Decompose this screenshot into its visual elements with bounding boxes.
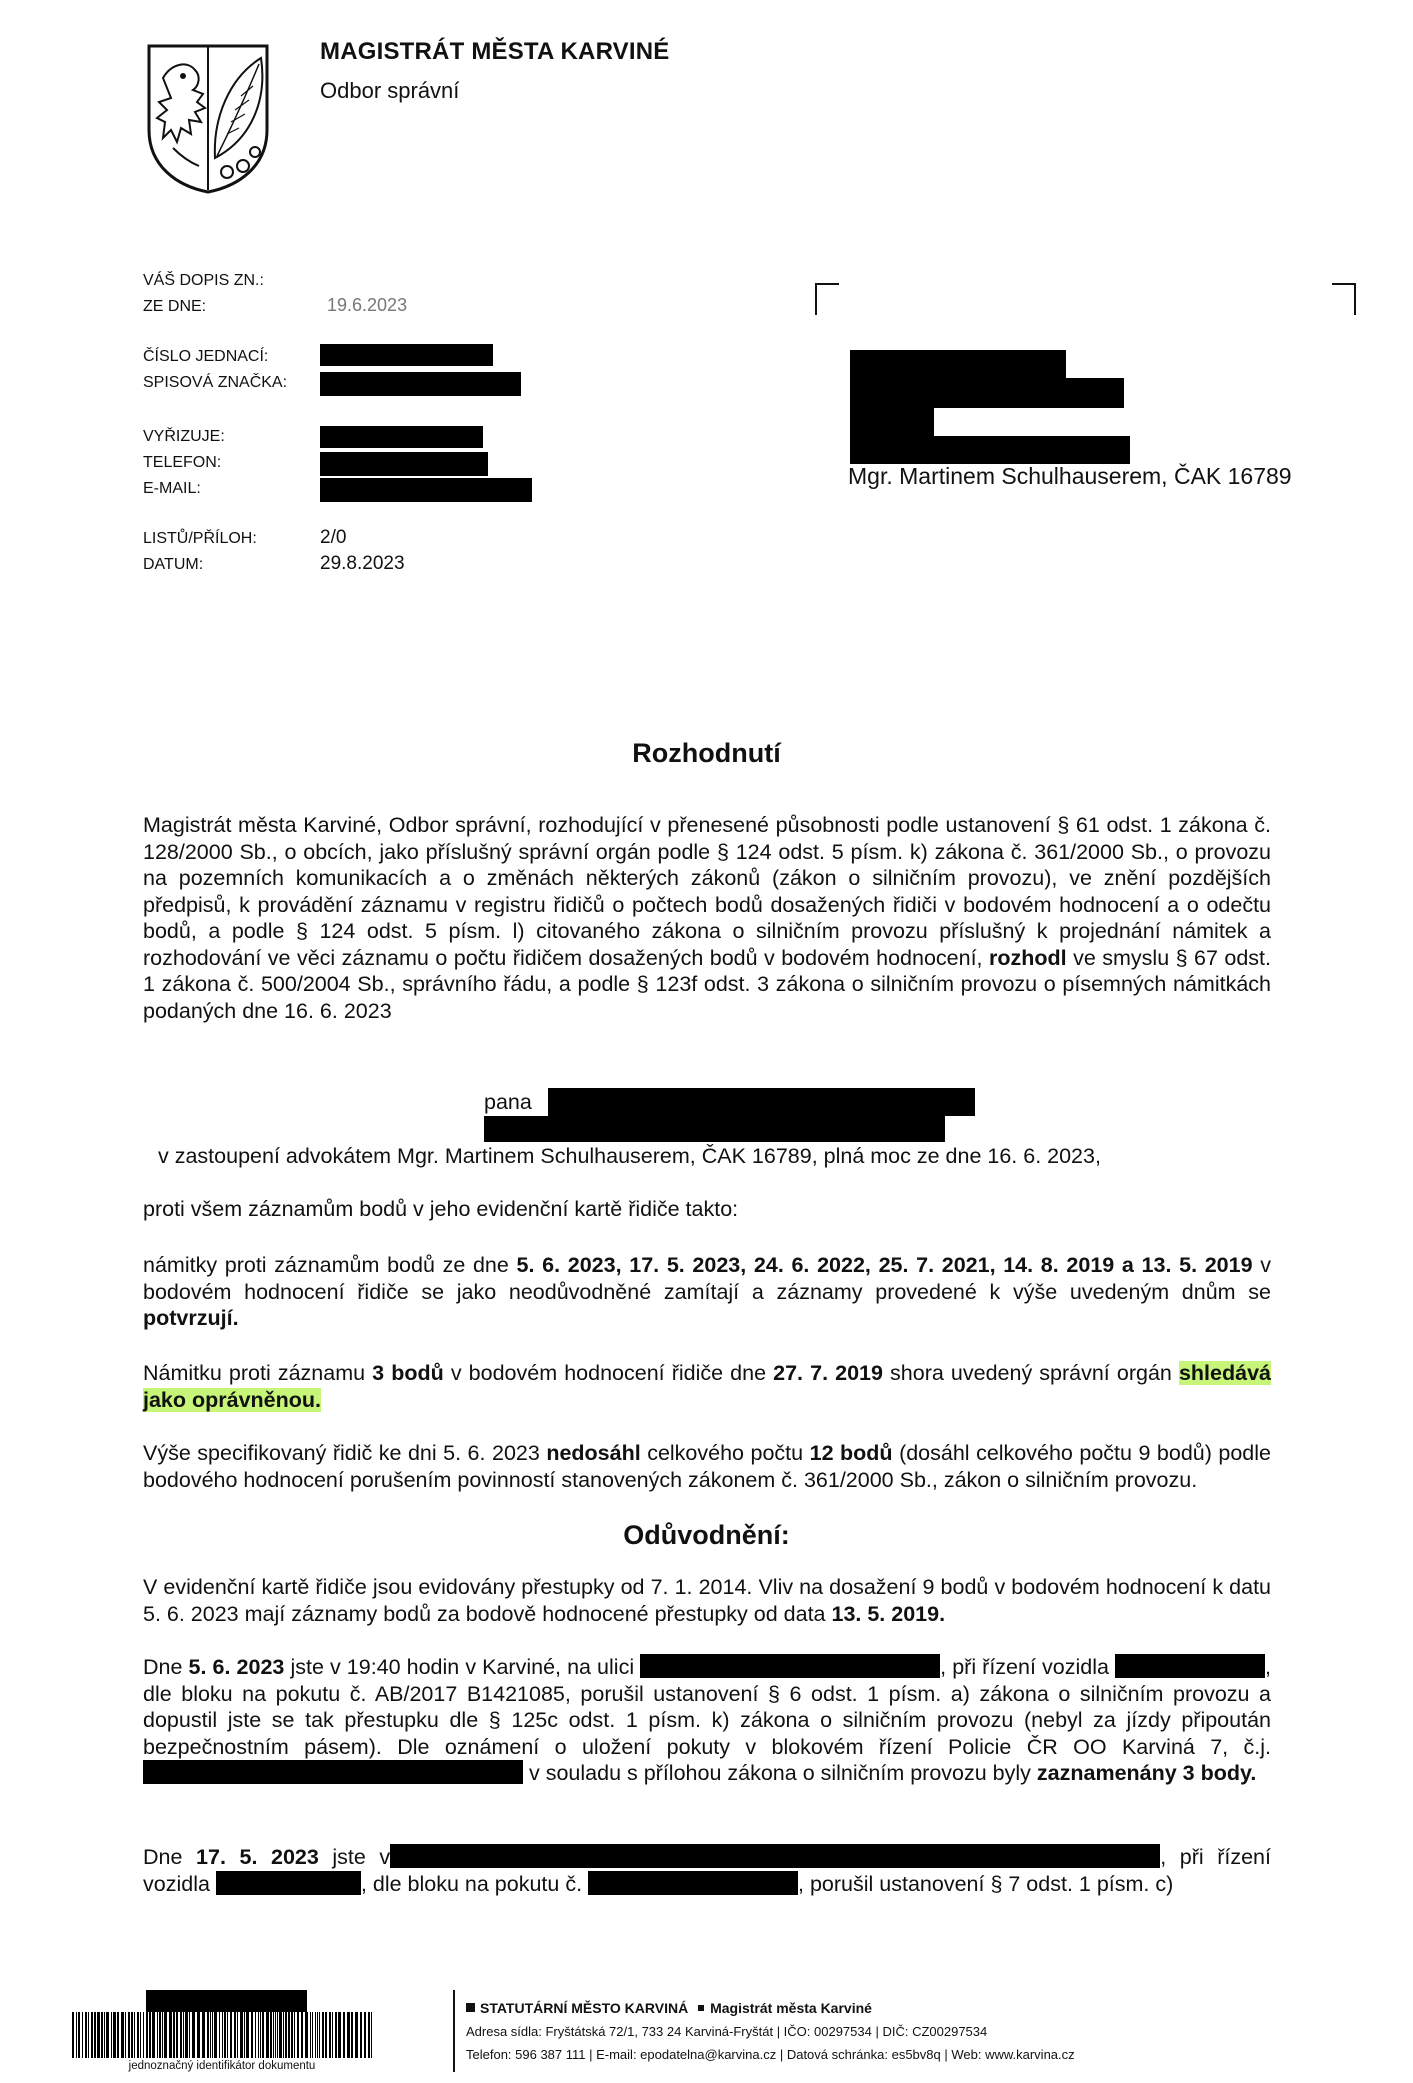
handled-by-label: VYŘIZUJE: — [143, 428, 225, 445]
r3-text-a: jste v — [332, 1845, 391, 1869]
redacted-email — [320, 478, 532, 502]
p3-text-b: celkového počtu — [647, 1441, 804, 1465]
mr-label: pana — [484, 1090, 532, 1114]
from-date-label: ZE DNE: — [143, 298, 207, 315]
address-window-corner-right — [1332, 283, 1356, 315]
p1-confirmed: potvrzují. — [143, 1306, 239, 1330]
r3-date: 17. 5. 2023 — [196, 1845, 319, 1869]
date-value: 29.8.2023 — [320, 553, 405, 574]
reasoning-paragraph-1 — [143, 1574, 1271, 1627]
p3-twelve-points: 12 bodů — [809, 1441, 893, 1465]
representation-line: v zastoupení advokátem Mgr. Martinem Schulhauserem, ČAK 16789, plná moc ze dne 16. 6. 2023, — [158, 1144, 1101, 1168]
redacted-recipient-line-4 — [850, 436, 1130, 464]
office-name: MAGISTRÁT MĚSTA KARVINÉ — [320, 38, 670, 65]
r2-points-recorded: zaznamenány 3 body. — [1036, 1761, 1257, 1785]
p1-dates: 5. 6. 2023, 17. 5. 2023, 24. 6. 2022, 25. 7. 2021, 14. 8. 2019 a 13. 5. 2019 — [516, 1253, 1253, 1277]
redacted-driver-address — [484, 1116, 945, 1142]
redacted-driver-name — [548, 1088, 975, 1116]
reference-number-label: ČÍSLO JEDNACÍ: — [143, 348, 269, 365]
redacted-recipient-line-3 — [850, 408, 934, 436]
r1-date: 13. 5. 2019. — [831, 1601, 946, 1626]
decision-point-3 — [143, 1440, 1271, 1493]
redacted-phone — [320, 452, 488, 476]
redacted-ticket-number — [588, 1871, 798, 1895]
p1-text-a: námitky proti záznamům bodů ze dne — [143, 1253, 509, 1277]
barcode-caption: jednoznačný identifikátor dokumentu — [128, 2060, 316, 2072]
redacted-file-mark — [320, 372, 521, 396]
r2-text-b: , při řízení vozidla — [940, 1655, 1109, 1679]
p3-text-a: Výše specifikovaný řidič ke dni 5. 6. 2023 — [143, 1441, 540, 1465]
p2-text-b: v bodovém hodnocení řidiče dne — [450, 1361, 767, 1385]
department-name: Odbor správní — [320, 78, 460, 103]
decision-intro — [143, 812, 1271, 1024]
reasoning-paragraph-2 — [143, 1654, 1271, 1787]
recipient-representative: Mgr. Martinem Schulhauserem, ČAK 16789 — [848, 463, 1292, 489]
email-label: E-MAIL: — [143, 480, 201, 497]
intro-ruled: rozhodl — [989, 945, 1067, 970]
redacted-case-number — [143, 1760, 523, 1784]
p2-points: 3 bodů — [372, 1361, 444, 1385]
reasoning-paragraph-3 — [143, 1844, 1271, 1897]
reasoning-title: Odůvodnění: — [623, 1520, 790, 1550]
city-coat-of-arms-logo — [143, 38, 273, 194]
sheets-attachments-value: 2/0 — [320, 527, 347, 548]
redacted-document-id — [146, 1990, 307, 2012]
against-records-line: proti všem záznamům bodů v jeho evidenční kartě řidiče takto: — [143, 1197, 739, 1221]
sheets-attachments-label: LISTŮ/PŘÍLOH: — [143, 530, 257, 547]
r3-text-c: , dle bloku na pokutu č. — [360, 1871, 583, 1896]
r2-text-d: v souladu s přílohou zákona o silničním provozu byly — [528, 1761, 1031, 1785]
redacted-vehicle-plate-2 — [216, 1871, 361, 1895]
r2-date: 5. 6. 2023 — [188, 1655, 285, 1679]
r3-dne: Dne — [143, 1845, 183, 1869]
redacted-street — [640, 1654, 940, 1678]
p2-date: 27. 7. 2019 — [773, 1361, 883, 1385]
decision-title: Rozhodnutí — [632, 738, 781, 768]
phone-label: TELEFON: — [143, 454, 222, 471]
redacted-recipient-line-1 — [850, 350, 1066, 378]
intro-text-a: Magistrát města Karviné, Odbor správní, rozhodující v přenesené působnosti podle ustanovení § 61 odst. 1 zákona č. 128/2000 Sb., o obcích, jako příslušný správní orgán podle § 124 odst. 5 písm. k) zákona č. 361/2000 Sb., o provozu na pozemních komunikacích a o změnách některých zákonů (zákon o silničním provozu), ve znění pozdějších předpisů, k provádění záznamu v registru řidičů o počtech bodů dosažených řidiči v bodovém hodnocení a o odečtu bodů, a podle § 124 odst. 5 písm. l) citovaného zákona o silničním provozu příslušný k projednání námitek a rozhodování ve věci záznamu o počtu řidičem dosažených bodů v bodovém hodnocení, — [143, 813, 1271, 970]
your-letter-ref-label: VÁŠ DOPIS ZN.: — [143, 272, 264, 289]
square-bullet-icon — [698, 2005, 704, 2011]
document-barcode — [72, 2012, 372, 2058]
footer-office-name: Magistrát města Karviné — [710, 2000, 872, 2016]
p2-highlight-justified: shledává jako oprávněnou. — [143, 1361, 1271, 1412]
redacted-vehicle-plate — [1115, 1654, 1265, 1678]
square-bullet-icon — [466, 2003, 475, 2012]
footer-org-name: STATUTÁRNÍ MĚSTO KARVINÁ — [480, 2000, 689, 2016]
r3-text-d: , porušil ustanovení § 7 odst. 1 písm. c) — [798, 1871, 1174, 1896]
decision-point-2 — [143, 1360, 1271, 1413]
redacted-location — [390, 1844, 1160, 1868]
p1-text-b: v bodovém hodnocení řidiče se jako neodůvodněné zamítají a záznamy provedené k výše uvedeným dnům se — [143, 1253, 1271, 1304]
footer-separator — [453, 1990, 455, 2072]
address-window-corner-left — [815, 283, 839, 315]
from-date-value: 19.6.2023 — [327, 295, 408, 315]
r2-text-c: , dle bloku na pokutu č. AB/2017 B1421085, porušil ustanovení § 6 odst. 1 písm. a) zákona o silničním provozu a dopustil jste se tak přestupku dle § 125c odst. 1 písm. k) zákona o silničním provozu (nebyl za jízdy připoután bezpečnostním pásem). Dle oznámení o uložení pokuty v blokovém řízení Policie ČR OO Karviná 7, č.j. — [143, 1655, 1271, 1759]
redacted-handler — [320, 426, 483, 448]
footer-organization — [466, 2000, 872, 2016]
decision-point-1 — [143, 1252, 1271, 1332]
p3-not-reached: nedosáhl — [546, 1441, 641, 1465]
p3-text-c: (dosáhl celkového počtu 9 bodů) podle bodového hodnocení porušením povinností stanovených zákonem č. 361/2000 Sb., zákon o silničním provozu. — [143, 1441, 1271, 1492]
r1-text: V evidenční kartě řidiče jsou evidovány přestupky od 7. 1. 2014. Vliv na dosažení 9 bodů v bodovém hodnocení k datu 5. 6. 2023 mají záznamy bodů za bodově hodnocené přestupky od data — [143, 1575, 1271, 1626]
redacted-reference-number — [320, 344, 493, 366]
footer-contact: Telefon: 596 387 111 | E-mail: epodatelna@karvina.cz | Datová schránka: es5bv8q | Web: www.karvina.cz — [466, 2047, 1075, 2062]
file-mark-label: SPISOVÁ ZNAČKA: — [143, 374, 288, 391]
intro-text-b: ve smyslu § 67 odst. 1 zákona č. 500/2004 Sb., správního řádu, a podle § 123f odst. 3 zákona o silničním provozu o písemných námitkách podaných dne 16. 6. 2023 — [143, 945, 1271, 1023]
p2-text-a: Námitku proti záznamu — [143, 1361, 366, 1385]
redacted-recipient-line-2 — [850, 378, 1124, 408]
r2-text-a: jste v 19:40 hodin v Karviné, na ulici — [290, 1655, 635, 1679]
r2-dne: Dne — [143, 1655, 183, 1679]
r3-text-b: , při řízení vozidla — [143, 1845, 1271, 1896]
date-label: DATUM: — [143, 556, 204, 573]
p2-text-c: shora uvedený správní orgán — [890, 1361, 1172, 1385]
footer-address: Adresa sídla: Fryštátská 72/1, 733 24 Karviná-Fryštát | IČO: 00297534 | DIČ: CZ00297534 — [466, 2024, 988, 2039]
